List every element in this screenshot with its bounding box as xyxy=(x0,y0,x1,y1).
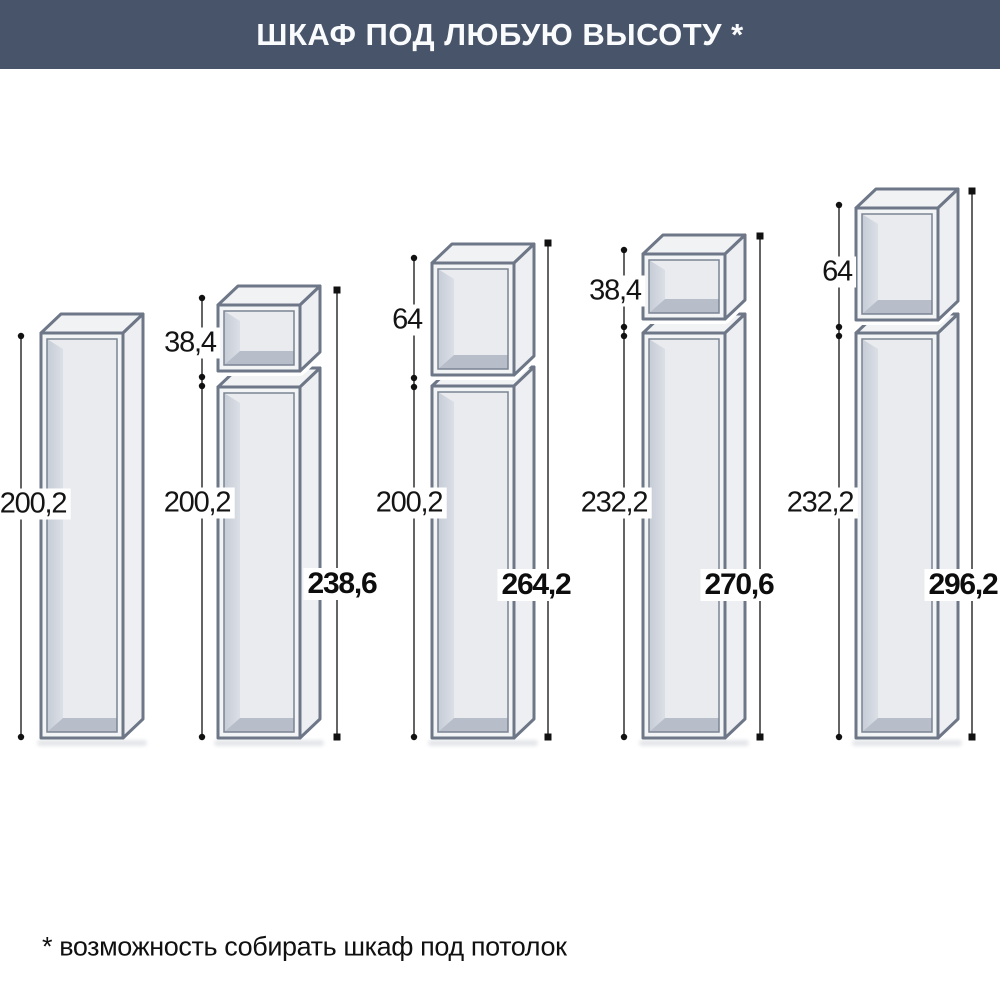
footnote: * возможность собирать шкаф под потолок xyxy=(42,931,567,962)
cabinet-5-total-line xyxy=(969,188,976,741)
cabinet-3-base-height-label: 200,2 xyxy=(372,488,447,519)
cabinet-2-total-height-label: 238,6 xyxy=(303,568,380,600)
cabinet-5-drawing xyxy=(836,188,976,747)
cabinet-3-total-line xyxy=(545,240,552,741)
cabinet-2-top-height-label: 38,4 xyxy=(160,328,220,359)
cabinet-5-top-height-label: 64 xyxy=(818,257,856,288)
cabinet-4-base-height-label: 232,2 xyxy=(577,488,652,519)
cabinet-3-total-height-label: 264,2 xyxy=(497,569,574,601)
cabinet-4-total-line xyxy=(757,233,764,741)
cabinet-4-total-height-label: 270,6 xyxy=(700,569,777,601)
cabinet-1-dimension-line xyxy=(18,333,24,740)
page-title: ШКАФ ПОД ЛЮБУЮ ВЫСОТУ * xyxy=(256,16,744,52)
cabinet-2-base-height-label: 200,2 xyxy=(160,488,235,519)
cabinet-1-base-height-label: 200,2 xyxy=(0,489,70,520)
cabinet-4-top-height-label: 38,4 xyxy=(585,276,645,307)
cabinet-3-top-height-label: 64 xyxy=(388,305,426,336)
cabinet-2-total-line xyxy=(334,287,341,741)
cabinet-5-total-height-label: 296,2 xyxy=(924,569,1000,601)
cabinet-5-base-height-label: 232,2 xyxy=(783,488,858,519)
cabinet-1-drawing xyxy=(18,314,147,746)
